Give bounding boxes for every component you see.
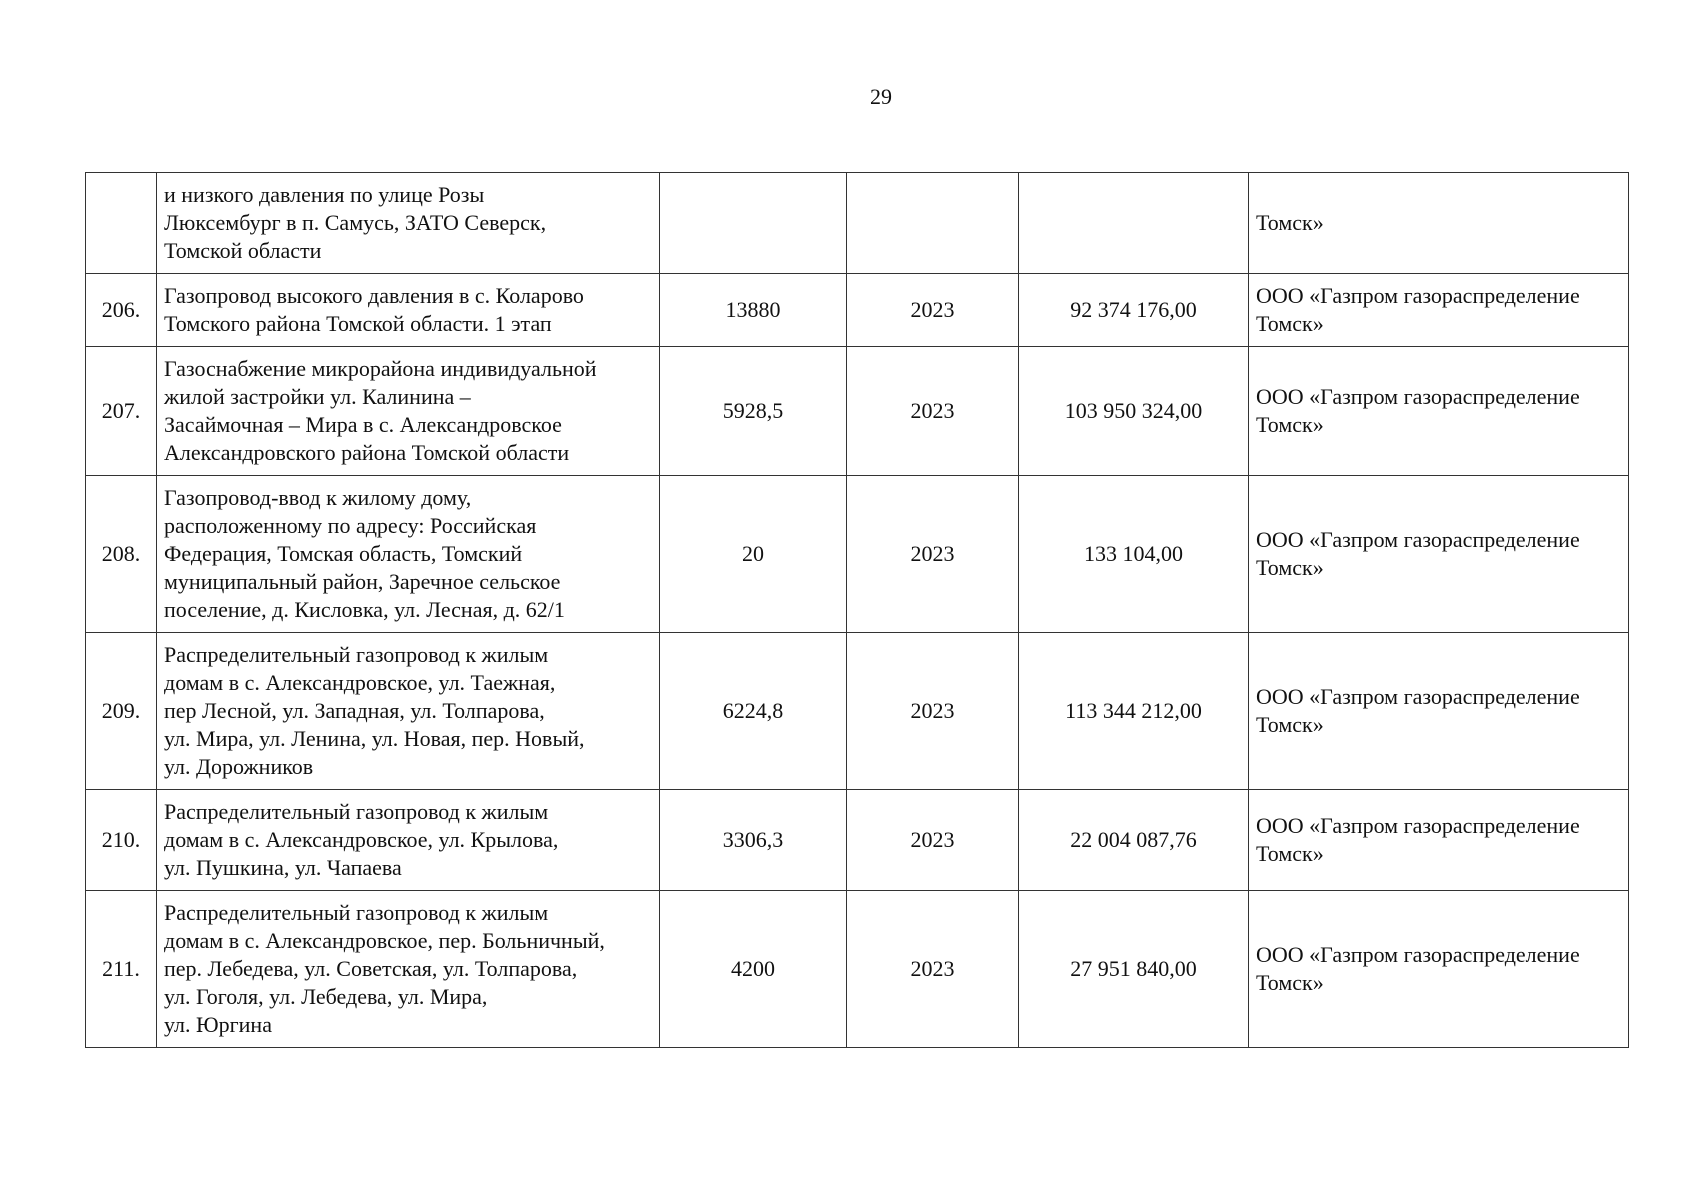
object-name-cell <box>157 476 660 633</box>
table-row <box>86 173 1629 274</box>
objects-table <box>85 172 1629 1048</box>
object-name-line: Александровского района Томской области <box>164 440 570 465</box>
object-name-line: Распределительный газопровод к жилым <box>164 642 549 667</box>
object-name-cell <box>157 891 660 1048</box>
object-name-cell <box>157 274 660 347</box>
organization-line: Томск» <box>1256 841 1324 866</box>
table-row <box>86 476 1629 633</box>
object-name-line: Засаймочная – Мира в с. Александровское <box>164 412 562 437</box>
organization-cell <box>1249 274 1629 347</box>
year-cell: 2023 <box>847 790 1019 891</box>
object-name-cell <box>157 790 660 891</box>
cost-cell: 92 374 176,00 <box>1019 274 1249 347</box>
object-name-line: ул. Дорожников <box>164 754 314 779</box>
object-name-line: ул. Пушкина, ул. Чапаева <box>164 855 402 880</box>
organization-line: Томск» <box>1256 712 1324 737</box>
object-name-line: ул. Мира, ул. Ленина, ул. Новая, пер. Новый, <box>164 726 585 751</box>
object-name-line: Газоснабжение микрорайона индивидуальной <box>164 356 597 381</box>
year-cell: 2023 <box>847 633 1019 790</box>
table-row <box>86 633 1629 790</box>
row-number-cell: 206. <box>86 274 157 347</box>
object-name-cell <box>157 347 660 476</box>
object-name-line: ул. Юргина <box>164 1012 272 1037</box>
cost-cell: 27 951 840,00 <box>1019 891 1249 1048</box>
organization-line: ООО «Газпром газораспределение <box>1256 384 1580 409</box>
organization-cell <box>1249 476 1629 633</box>
object-name-line: ул. Гоголя, ул. Лебедева, ул. Мира, <box>164 984 488 1009</box>
row-number-cell: 209. <box>86 633 157 790</box>
object-name-line: Распределительный газопровод к жилым <box>164 799 549 824</box>
year-cell <box>847 173 1019 274</box>
table-row <box>86 891 1629 1048</box>
cost-cell: 22 004 087,76 <box>1019 790 1249 891</box>
organization-cell <box>1249 891 1629 1048</box>
object-name-cell <box>157 633 660 790</box>
object-name-line: муниципальный район, Заречное сельское <box>164 569 561 594</box>
organization-line: Томск» <box>1256 970 1324 995</box>
object-name-line: поселение, д. Кисловка, ул. Лесная, д. 62/1 <box>164 597 565 622</box>
length-cell: 4200 <box>660 891 847 1048</box>
organization-line: ООО «Газпром газораспределение <box>1256 684 1580 709</box>
length-cell: 6224,8 <box>660 633 847 790</box>
organization-line: Томск» <box>1256 210 1324 235</box>
row-number-cell: 207. <box>86 347 157 476</box>
table-row <box>86 274 1629 347</box>
cost-cell <box>1019 173 1249 274</box>
length-cell: 5928,5 <box>660 347 847 476</box>
object-name-line: Люксембург в п. Самусь, ЗАТО Северск, <box>164 210 547 235</box>
length-cell: 3306,3 <box>660 790 847 891</box>
organization-line: Томск» <box>1256 311 1324 336</box>
row-number-cell <box>86 173 157 274</box>
object-name-line: жилой застройки ул. Калинина – <box>164 384 471 409</box>
organization-line: ООО «Газпром газораспределение <box>1256 942 1580 967</box>
object-name-line: расположенному по адресу: Российская <box>164 513 537 538</box>
cost-cell: 103 950 324,00 <box>1019 347 1249 476</box>
year-cell: 2023 <box>847 476 1019 633</box>
object-name-line: и низкого давления по улице Розы <box>164 182 485 207</box>
row-number-cell: 208. <box>86 476 157 633</box>
year-cell: 2023 <box>847 274 1019 347</box>
cost-cell: 113 344 212,00 <box>1019 633 1249 790</box>
organization-cell <box>1249 173 1629 274</box>
organization-cell <box>1249 347 1629 476</box>
page-number: 29 <box>870 84 892 109</box>
cost-cell: 133 104,00 <box>1019 476 1249 633</box>
length-cell: 20 <box>660 476 847 633</box>
object-name-line: домам в с. Александровское, пер. Больничный, <box>164 928 605 953</box>
organization-cell <box>1249 633 1629 790</box>
year-cell: 2023 <box>847 891 1019 1048</box>
organization-line: Томск» <box>1256 412 1324 437</box>
table-row <box>86 790 1629 891</box>
object-name-cell <box>157 173 660 274</box>
object-name-line: Распределительный газопровод к жилым <box>164 900 549 925</box>
length-cell: 13880 <box>660 274 847 347</box>
year-cell: 2023 <box>847 347 1019 476</box>
object-name-line: домам в с. Александровское, ул. Таежная, <box>164 670 556 695</box>
object-name-line: Газопровод высокого давления в с. Коларово <box>164 283 584 308</box>
organization-line: Томск» <box>1256 555 1324 580</box>
row-number-cell: 210. <box>86 790 157 891</box>
object-name-line: пер. Лебедева, ул. Советская, ул. Толпарова, <box>164 956 578 981</box>
table-row <box>86 347 1629 476</box>
table-body <box>86 173 1629 1048</box>
object-name-line: Томской области <box>164 238 322 263</box>
row-number-cell: 211. <box>86 891 157 1048</box>
organization-line: ООО «Газпром газораспределение <box>1256 813 1580 838</box>
object-name-line: Газопровод-ввод к жилому дому, <box>164 485 472 510</box>
object-name-line: домам в с. Александровское, ул. Крылова, <box>164 827 559 852</box>
object-name-line: Федерация, Томская область, Томский <box>164 541 523 566</box>
organization-line: ООО «Газпром газораспределение <box>1256 527 1580 552</box>
organization-cell <box>1249 790 1629 891</box>
length-cell <box>660 173 847 274</box>
organization-line: ООО «Газпром газораспределение <box>1256 283 1580 308</box>
object-name-line: пер Лесной, ул. Западная, ул. Толпарова, <box>164 698 545 723</box>
object-name-line: Томского района Томской области. 1 этап <box>164 311 552 336</box>
